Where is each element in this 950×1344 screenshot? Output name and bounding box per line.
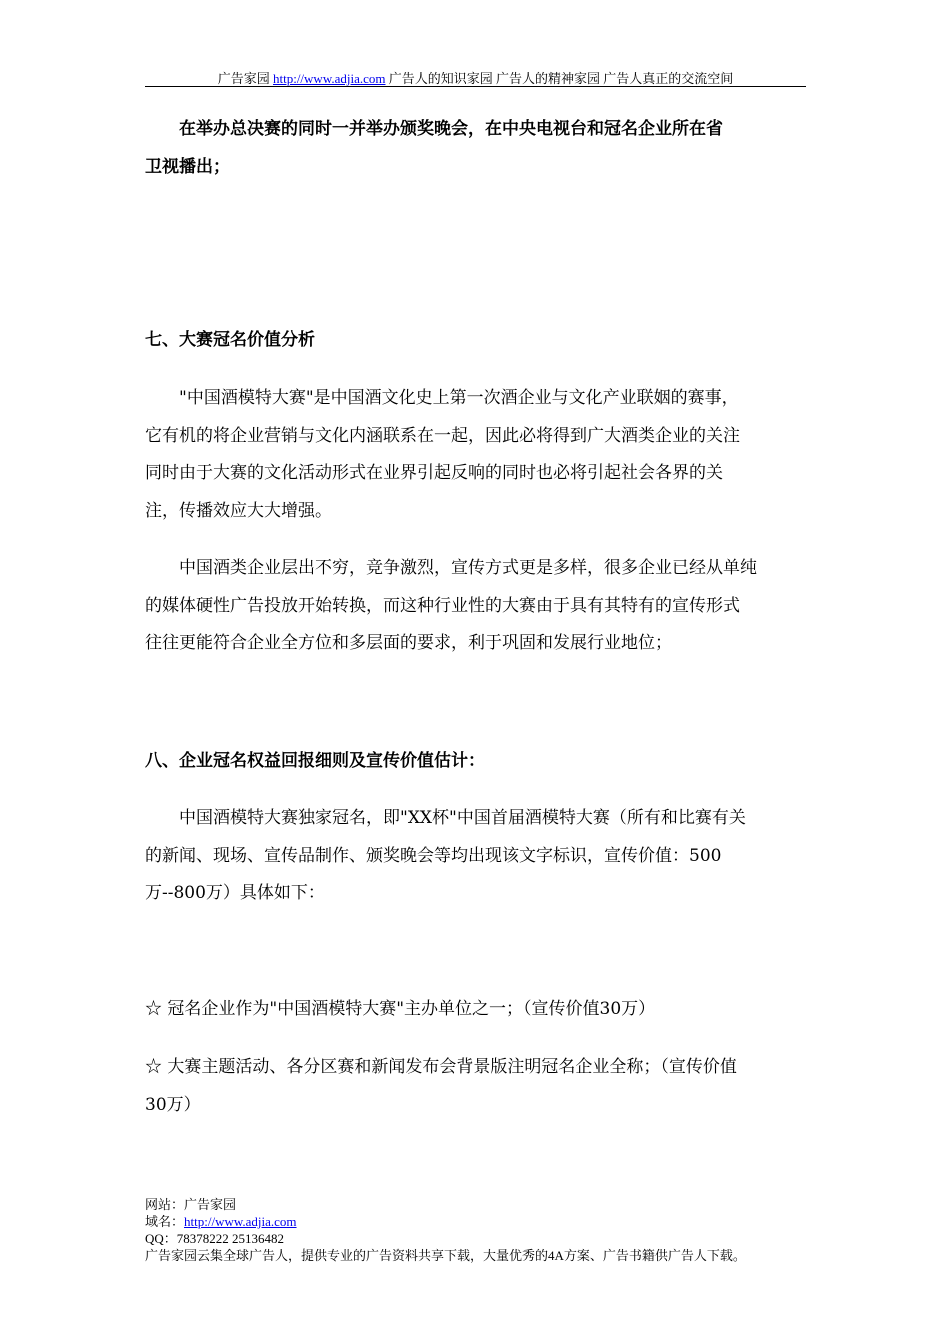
paragraph-industry: 中国酒类企业层出不穷，竞争激烈，宣传方式更是多样，很多企业已经从单纯 的媒体硬性广告投放开始转换，而这种行业性的大赛由于具有其特有的宣传形式 往往更能符合企业全方位和多层面的要求，利于巩固和发展行业地位； [145, 558, 757, 653]
paragraph-title-sponsor: 中国酒模特大赛独家冠名，即"XX杯"中国首届酒模特大赛（所有和比赛有关 的新闻、现场、宣传品制作、颁奖晚会等均出现该文字标识，宣传价值：500 万--800万）具体如下： [145, 808, 746, 903]
bullet-item: ☆ 大赛主题活动、各分区赛和新闻发布会背景版注明冠名企业全称；（宣传价值 30万） [145, 1057, 737, 1115]
bullet-item: ☆ 冠名企业作为"中国酒模特大赛"主办单位之一；（宣传价值30万） [145, 999, 656, 1019]
heading-section-7: 七、大赛冠名价值分析 [145, 330, 315, 350]
paragraph-value-analysis: "中国酒模特大赛"是中国酒文化史上第一次酒企业与文化产业联姻的赛事， 它有机的将企业营销与文化内涵联系在一起，因此必将得到广大酒类企业的关注 同时由于大赛的文化活动形式在业界引起反响的同时也必将引起社会各界的关 注，传播效应大大增强。 [145, 388, 740, 521]
header-link[interactable]: http://www.adjia.com [272, 71, 386, 86]
header-divider [145, 86, 806, 87]
header-site: 广告家园 [217, 71, 270, 86]
header-tagline: 广告人的知识家园 广告人的精神家园 广告人真正的交流空间 [388, 71, 734, 86]
footer-link[interactable]: http://www.adjia.com [184, 1214, 297, 1229]
page-header [145, 68, 806, 87]
paragraph-final-ceremony: 在举办总决赛的同时一并举办颁奖晚会，在中央电视台和冠名企业所在省 卫视播出； [145, 119, 723, 177]
page-footer: 网站：广告家园 域名：http://www.adjia.com QQ：78378222 25136482 广告家园云集全球广告人，提供专业的广告资料共享下载，大量优秀的4A方案、广告书籍供广告人下载。 [145, 1197, 746, 1263]
heading-section-8: 八、企业冠名权益回报细则及宣传价值估计： [145, 751, 485, 771]
